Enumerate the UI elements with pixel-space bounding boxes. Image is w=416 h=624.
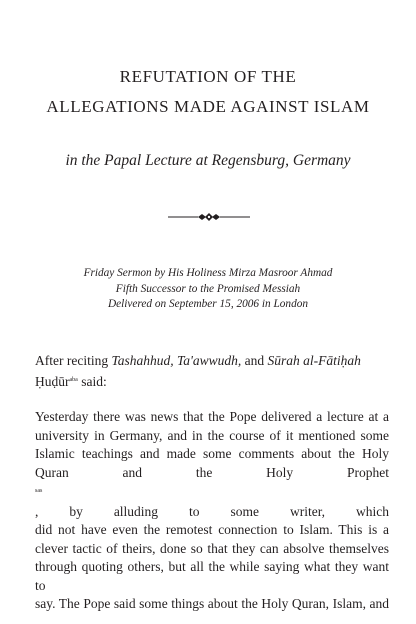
sermon-line-2: Fifth Successor to the Promised Messiah	[115, 282, 301, 295]
term-tashahhud: Tashahhud,	[111, 353, 174, 368]
sermon-line-1: Friday Sermon by His Holiness Mirza Masroor Ahmad	[83, 267, 333, 279]
body-line-2: university in Germany, and in the course of it mentioned some	[35, 427, 389, 443]
separator-2: and	[241, 353, 268, 368]
speaker-honorific: aba	[69, 376, 78, 383]
term-surah-fatihah: Sūrah al-Fātiḥah	[267, 353, 361, 368]
body-line-5: did not have even the remotest connection to Islam. This is a	[35, 522, 389, 537]
body-line-6: clever tactic of theirs, done so that they can absolve themselves	[35, 540, 389, 556]
document-title	[0, 62, 416, 122]
body-line-1: Yesterday there was news that the Pope delivered a lecture at a	[35, 409, 389, 424]
term-taawwudh: Ta'awwudh,	[177, 353, 242, 368]
body-line-7: through quoting others, but all the while saying what they want to	[35, 559, 389, 593]
prophet-honorific: sas	[35, 488, 43, 494]
opening-suffix: said:	[77, 373, 107, 389]
title-line-1: REFUTATION OF THE	[119, 67, 297, 86]
sermon-info	[0, 266, 416, 313]
body-line-4	[35, 464, 389, 522]
body-line-8: say. The Pope said some things about the Holy Quran, Islam, and	[35, 596, 389, 611]
opening-paragraph	[35, 352, 389, 391]
document-subtitle: in the Papal Lecture at Regensburg, Germany	[65, 152, 351, 169]
body-paragraph	[35, 408, 389, 614]
title-line-2: ALLEGATIONS MADE AGAINST ISLAM	[46, 97, 370, 116]
body-line-4b: , by alluding to some writer, which	[35, 503, 389, 519]
sermon-line-3: Delivered on September 15, 2006 in London	[107, 298, 309, 310]
body-line-3: Islamic teachings and made some comments about the Holy	[35, 446, 389, 461]
ornament-divider-icon	[168, 211, 250, 223]
body-line-4a: Quran and the Holy Prophet	[35, 464, 389, 480]
opening-prefix: After reciting	[35, 353, 112, 368]
speaker-name: Ḥuḍūr	[35, 373, 70, 389]
